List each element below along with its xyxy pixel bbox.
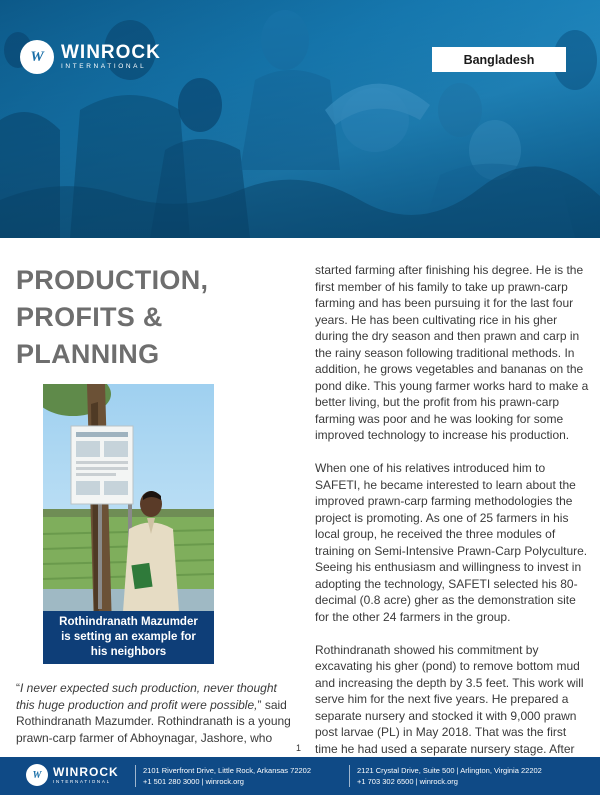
title-line-2: PROFITS & (16, 302, 163, 332)
quote-paragraph (16, 680, 294, 746)
page-title (16, 262, 276, 373)
address-1-line-2: +1 501 280 3000 | winrock.org (143, 777, 244, 786)
body-column (315, 262, 591, 774)
logo-subtitle: INTERNATIONAL (61, 63, 147, 71)
address-2-line-1: 2121 Crystal Drive, Suite 500 | Arlington, Virginia 22202 (357, 766, 542, 775)
title-line-1: PRODUCTION, (16, 265, 209, 295)
address-1-line-1: 2101 Riverfront Drive, Little Rock, Arkansas 72202 (143, 766, 311, 775)
caption-line-2: is setting an example for (61, 631, 196, 643)
body-paragraph-2: When one of his relatives introduced him to SAFETI, he became interested to learn about the improved prawn-carp farming methodologies the project is promoting. As one of 25 farmers in his local group, he received the three modules of training on Semi-Intensive Prawn-Carp Polyculture. Seeing his enthusiasm and willingness to invest in adopting the technology, SAFETI selected his 80-decimal (0.8 acre) gher as the demonstration site for the other 24 farmers in the group. (315, 461, 588, 624)
page-number: 1 (296, 743, 302, 753)
body-paragraph-3: Rothindranath showed his commitment by excavating his gher (pond) to remove bottom mud and increasing the depth by 3.5 feet. This work will serve him for the next five years. He prepared a separate nursery and stocked it with 9,000 prawn post larvae (PL) in May 2018. That was the first time he had used a separate nursery stage. After (315, 642, 584, 756)
footer-address-arlington (349, 765, 542, 787)
logo-name: WINROCK (61, 42, 161, 64)
winrock-logo-mark: W (20, 40, 54, 74)
body-paragraph-1: started farming after finishing his degree. He is the first member of his family to take up prawn-carp farming and has been pursuing it for the last four years. He has been cultivating rice in his gher during the dry season and then prawn and carp in the rainy season following traditional methods. In addition, he grows vegetables and bananas on the pond dike. This young farmer works hard to make a better living, but the profit from his prawn-carp farming was poor and he was looking for some improved technology to increase his production. (315, 263, 589, 442)
quote-continuation: ” said Rothindranath Mazumder. Rothindranath is a young prawn-carp farmer of Abhoynagar, Jashore, who (16, 697, 291, 745)
footer-logo-subtitle: INTERNATIONAL (53, 778, 111, 784)
caption-line-1: Rothindranath Mazumder (59, 616, 198, 628)
quote-text: I never expected such production, never thought this huge production and profit were possible, (16, 681, 277, 712)
footer-logo-mark: W (26, 764, 48, 786)
quote-open-mark: “ (16, 681, 20, 695)
country-label: Bangladesh (432, 47, 566, 72)
title-line-3: PLANNING (16, 339, 160, 369)
winrock-logo (20, 40, 161, 74)
caption-line-3: his neighbors (90, 646, 167, 658)
banner-photo-collage (0, 0, 600, 238)
photo-caption (43, 611, 214, 664)
footer-logo (26, 764, 119, 786)
footer-logo-name: WINROCK (53, 764, 119, 779)
footer-address-little-rock (135, 765, 311, 787)
address-2-line-2: +1 703 302 6500 | winrock.org (357, 777, 458, 786)
header-banner (0, 0, 600, 238)
footer-bar (0, 757, 600, 795)
